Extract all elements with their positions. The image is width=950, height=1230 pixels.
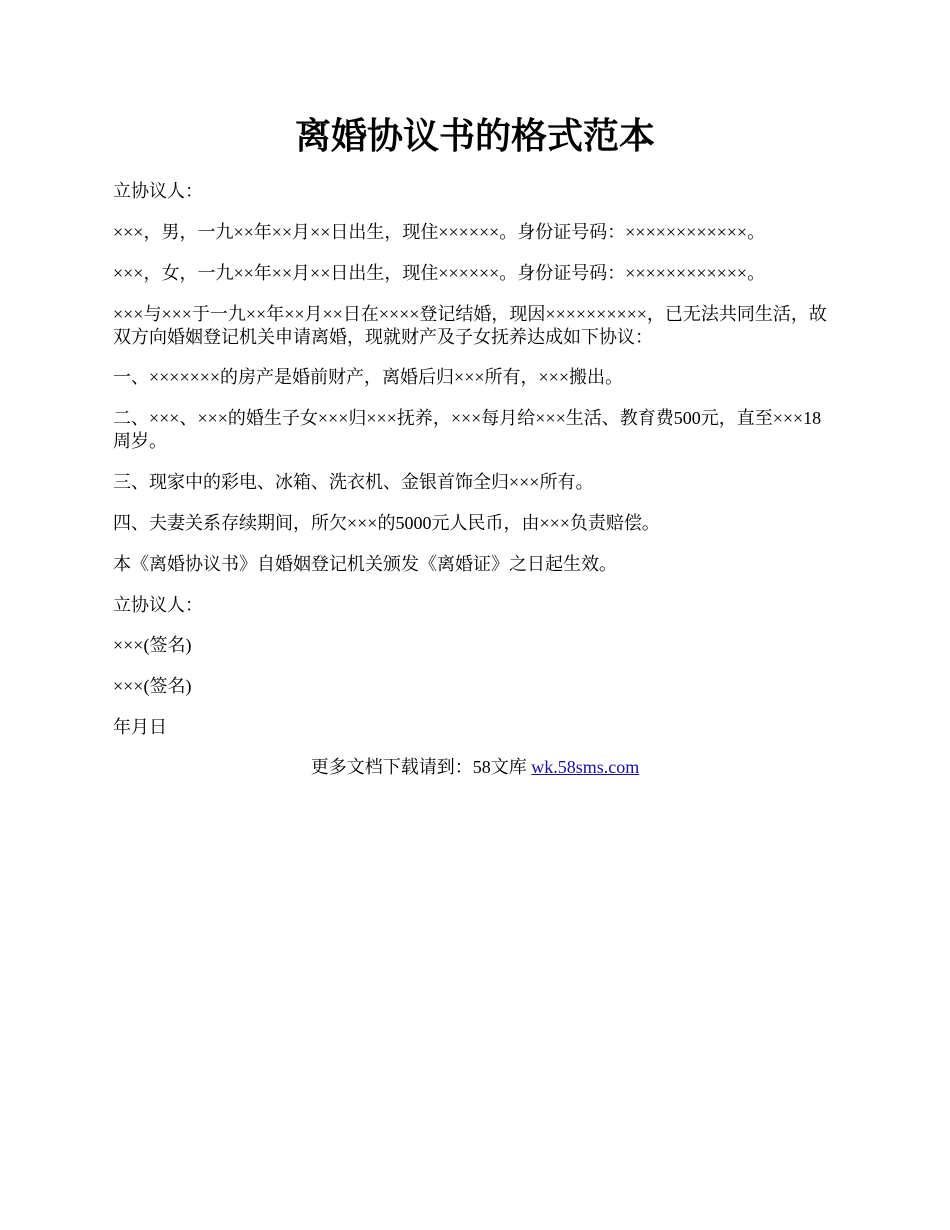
document-title: 离婚协议书的格式范本 bbox=[294, 116, 655, 156]
clause-1-property: 一、×××××××的房产是婚前财产，离婚后归×××所有，×××搬出。 bbox=[113, 367, 623, 387]
party-female-info: ×××，女，一九××年××月××日出生，现住××××××。身份证号码：××××××××××××。 bbox=[113, 263, 766, 283]
signature-line-2: ×××(签名) bbox=[113, 676, 192, 696]
party-male-info: ×××，男，一九××年××月××日出生，现住××××××。身份证号码：××××××××××××。 bbox=[113, 222, 766, 242]
party-heading: 立协议人： bbox=[113, 181, 203, 201]
signature-line-1: ×××(签名) bbox=[113, 635, 192, 655]
agreement-preamble: ×××与×××于一九××年××月××日在××××登记结婚，现因××××××××××，已无法共同生活，故双方向婚姻登记机关申请离婚，现就财产及子女抚养达成如下协议： bbox=[113, 304, 827, 347]
footer-download-note bbox=[0, 756, 950, 779]
clause-2-child-custody: 二、×××、×××的婚生子女×××归×××抚养，×××每月给×××生活、教育费500元，直至×××18周岁。 bbox=[113, 408, 822, 451]
footer-link[interactable]: wk.58sms.com bbox=[531, 757, 640, 777]
footer-text: 更多文档下载请到：58文库 bbox=[310, 757, 532, 777]
clause-4-debt: 四、夫妻关系存续期间，所欠×××的5000元人民币，由×××负责赔偿。 bbox=[113, 513, 660, 533]
date-line: 年月日 bbox=[113, 717, 167, 737]
clause-3-household-items: 三、现家中的彩电、冰箱、洗衣机、金银首饰全归×××所有。 bbox=[113, 472, 594, 492]
signature-heading: 立协议人： bbox=[113, 595, 203, 615]
effective-clause: 本《离婚协议书》自婚姻登记机关颁发《离婚证》之日起生效。 bbox=[113, 554, 617, 574]
